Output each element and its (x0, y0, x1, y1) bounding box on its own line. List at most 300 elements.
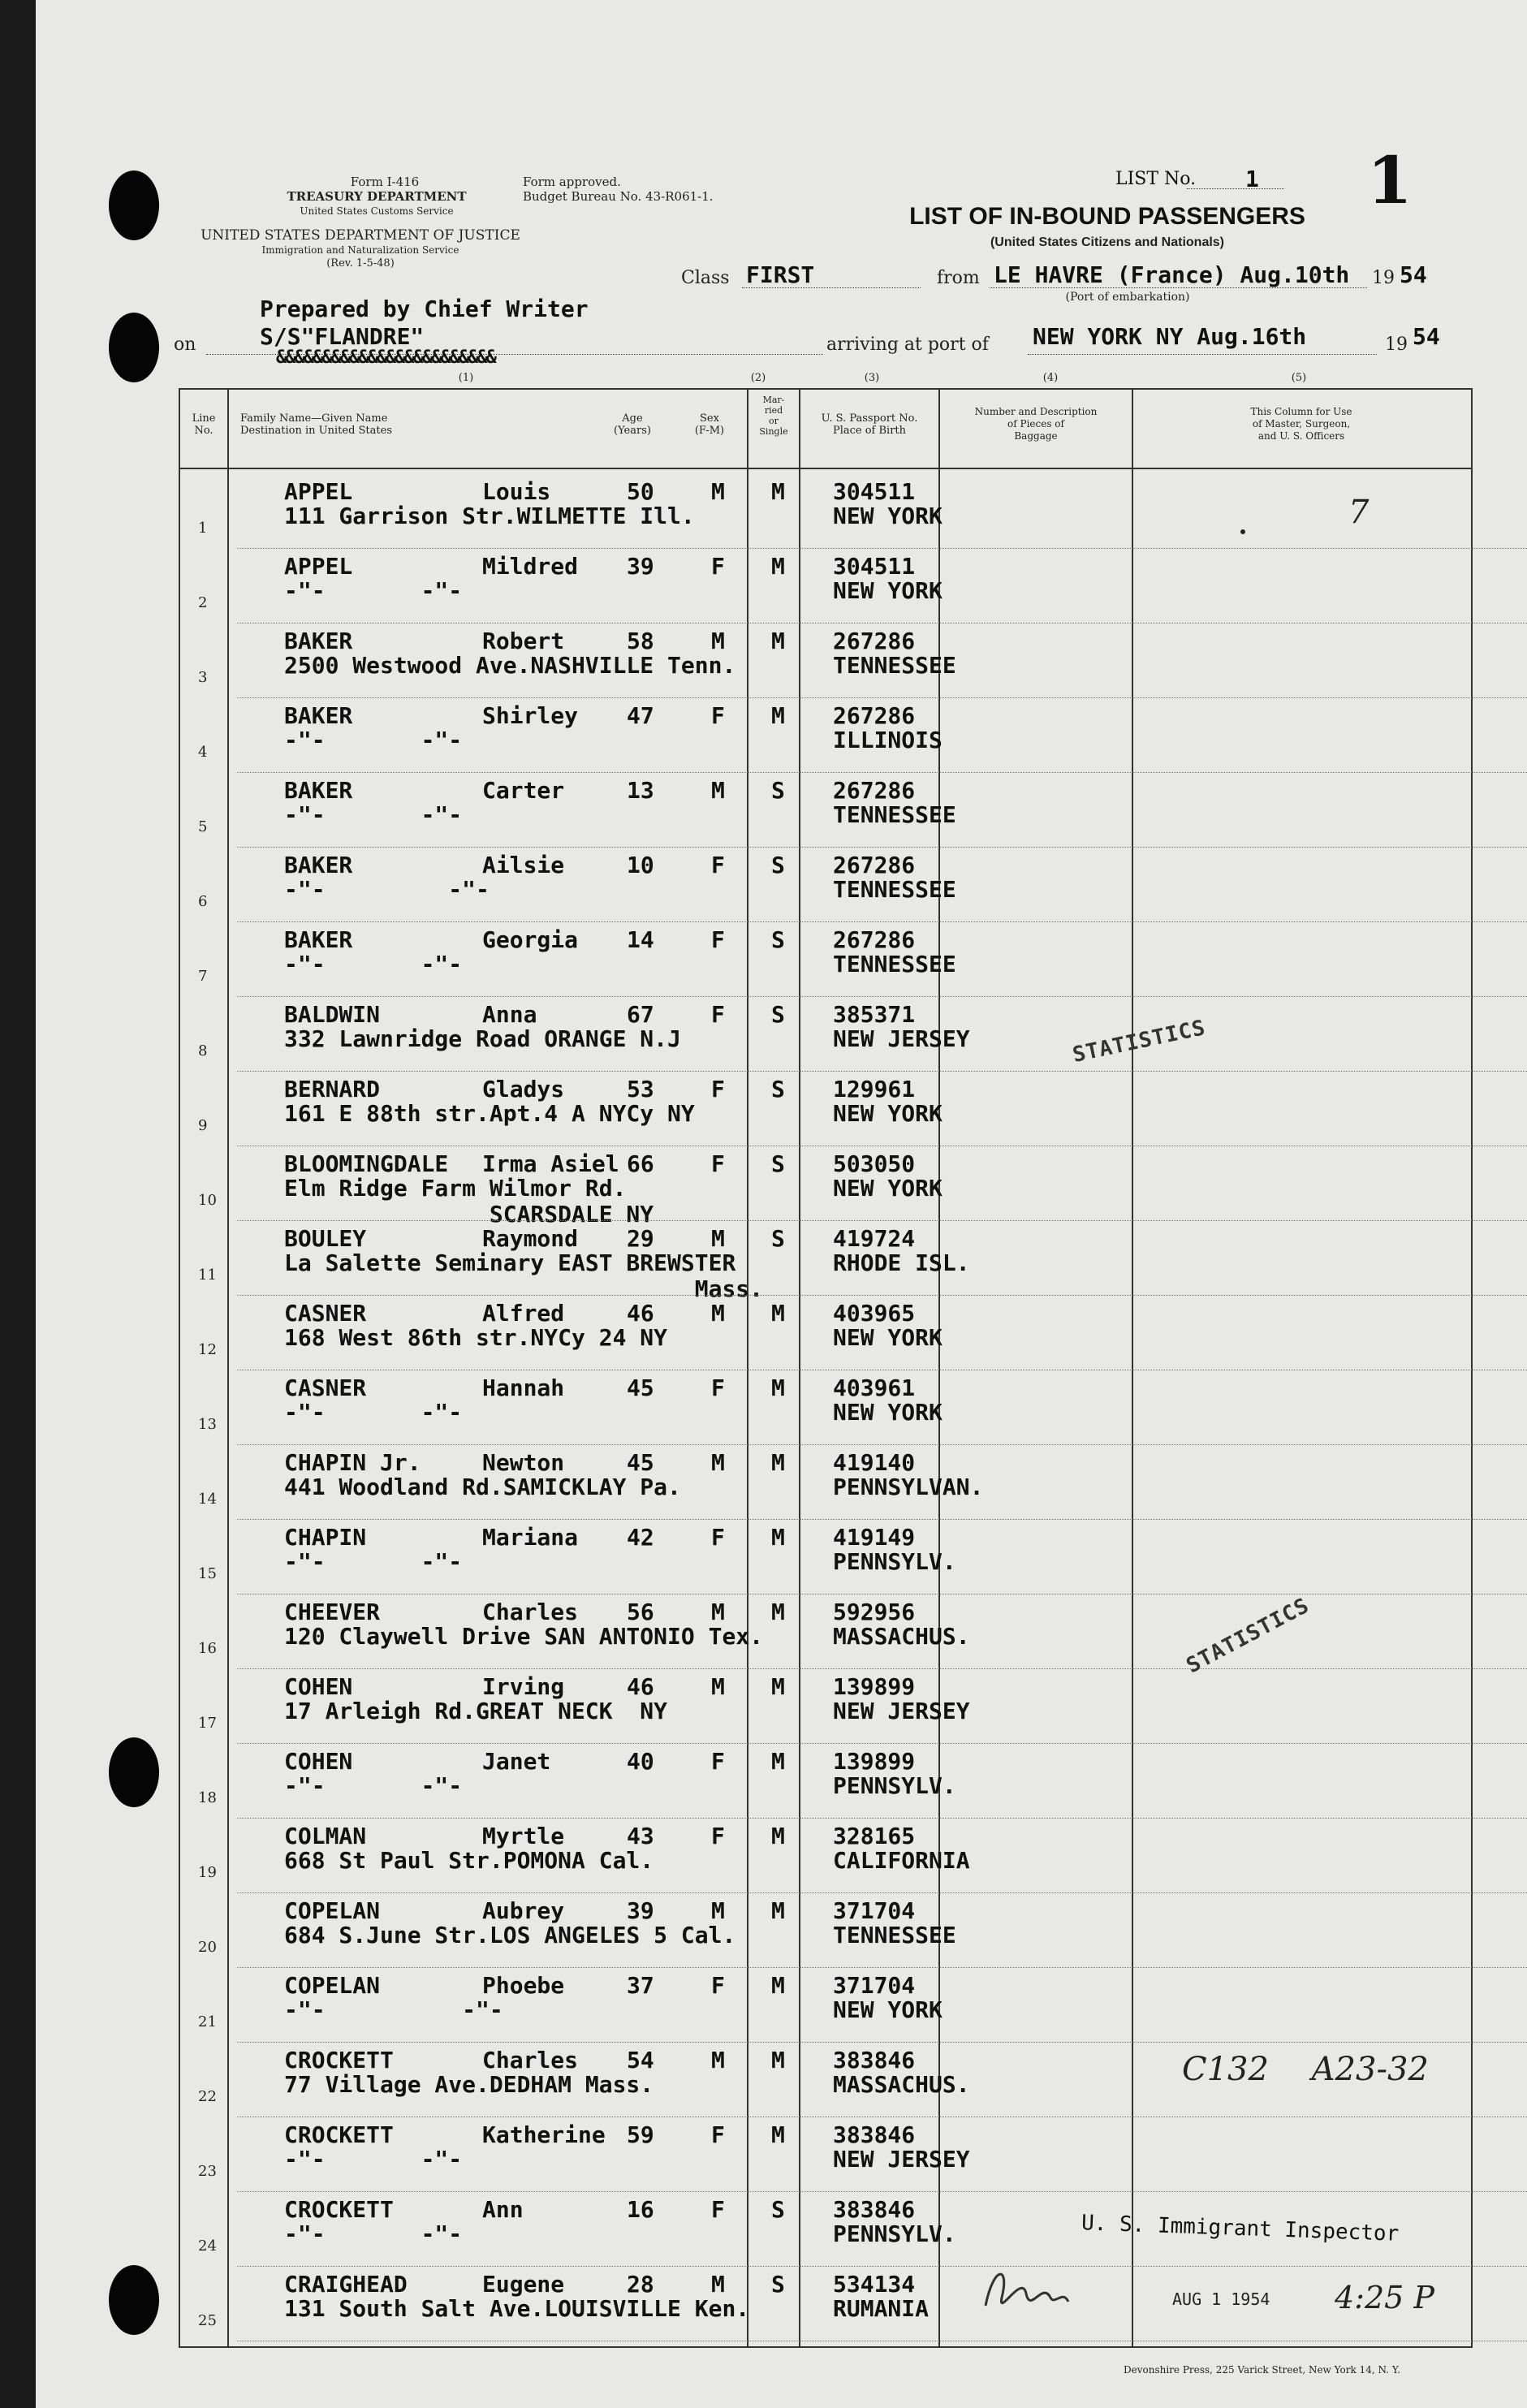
family-name: CASNER (284, 1300, 367, 1327)
family-name: BALDWIN (284, 1001, 381, 1028)
prepared-by-text: Prepared by Chief Writer (260, 296, 589, 322)
sex: F (711, 553, 725, 580)
line-number: 25 (198, 2312, 217, 2329)
destination: -"- -"- (284, 727, 463, 753)
form-approved (523, 175, 734, 189)
age: 66 (627, 1150, 654, 1177)
place-of-birth: TENNESSEE (833, 652, 956, 679)
passport-number: 267286 (833, 852, 916, 878)
header-officers-text: This Column for Use of Master, Surgeon, and U. S. Officers (1250, 406, 1352, 442)
passport-number: 371704 (833, 1972, 916, 1999)
arriving-label (826, 334, 989, 355)
family-name: CHAPIN Jr. (284, 1449, 421, 1476)
arriving-value-text: NEW YORK NY Aug.16th (1033, 323, 1307, 350)
given-name: Myrtle (482, 1823, 565, 1849)
given-name: Ann (482, 2196, 524, 2223)
destination: -"- -"- (284, 1772, 463, 1799)
destination: -"- -"- (284, 577, 463, 604)
place-of-birth: PENNSYLV. (833, 1772, 956, 1799)
arriving-line (1028, 354, 1377, 355)
sex: M (711, 1673, 725, 1700)
given-name: Katherine (482, 2121, 606, 2148)
given-name: Mariana (482, 1524, 579, 1551)
destination: 131 South Salt Ave.LOUISVILLE Ken. (284, 2295, 750, 2322)
ship-strikeout (276, 347, 495, 368)
age: 43 (627, 1823, 654, 1849)
table-row (36, 1669, 1527, 1744)
place-of-birth: RUMANIA (833, 2295, 930, 2322)
place-of-birth: RHODE ISL. (833, 1249, 970, 1276)
family-name: BAKER (284, 702, 353, 729)
line-number: 8 (198, 1042, 208, 1059)
destination: 168 West 86th str.NYCy 24 NY (284, 1324, 668, 1351)
header-married-text: Mar- ried or Single (759, 395, 788, 437)
destination: Elm Ridge Farm Wilmor Rd. SCARSDALE NY (284, 1175, 654, 1228)
table-row (36, 474, 1527, 549)
table-row (36, 1146, 1527, 1228)
age: 59 (627, 2121, 654, 2148)
class-value-text: FIRST (746, 261, 815, 288)
col-number-3-text: (3) (864, 372, 880, 384)
family-name: CROCKETT (284, 2196, 394, 2223)
age: 13 (627, 777, 654, 804)
ins-service (166, 244, 555, 257)
statistics-stamp-2-text: STATISTICS (1182, 1593, 1313, 1679)
list-no-large-mark (1367, 142, 1413, 218)
binder-hole (109, 313, 159, 382)
table-row (36, 624, 1527, 698)
row-mark-text: 7 (1348, 494, 1370, 531)
marital-status: M (771, 2121, 785, 2148)
handwritten-codes-text: C132 A23-32 (1182, 2051, 1429, 2088)
passport-number: 419140 (833, 1449, 916, 1476)
header-married (748, 395, 799, 437)
marital-status: M (771, 1374, 785, 1401)
sex: M (711, 777, 725, 804)
family-name: COPELAN (284, 1972, 381, 1999)
age: 46 (627, 1300, 654, 1327)
passport-number: 328165 (833, 1823, 916, 1849)
marital-status: S (771, 1076, 785, 1103)
passport-number: 267286 (833, 628, 916, 654)
col-number-2 (734, 372, 783, 384)
ship-name (260, 323, 424, 350)
place-of-birth: TENNESSEE (833, 801, 956, 828)
sex: F (711, 1001, 725, 1028)
destination: 668 St Paul Str.POMONA Cal. (284, 1847, 654, 1874)
family-name: CHAPIN (284, 1524, 367, 1551)
age: 42 (627, 1524, 654, 1551)
page-subtitle-text: (United States Citizens and Nationals) (990, 235, 1225, 249)
given-name: Phoebe (482, 1972, 565, 1999)
marital-status: S (771, 2196, 785, 2223)
marital-status: S (771, 926, 785, 953)
inspector-label-text: U. S. Immigrant Inspector (1081, 2211, 1400, 2246)
marital-status: M (771, 1972, 785, 1999)
inspection-time-text: 4:25 P (1335, 2280, 1434, 2315)
printer-footer (1124, 2364, 1400, 2376)
line-number: 15 (198, 1565, 217, 1582)
passport-number: 267286 (833, 926, 916, 953)
sex: M (711, 478, 725, 505)
col-number-5 (1275, 372, 1323, 384)
line-number: 18 (198, 1789, 217, 1806)
given-name: Raymond (482, 1225, 579, 1252)
budget-bureau (523, 190, 766, 204)
marital-status: M (771, 2047, 785, 2074)
marital-status: M (771, 628, 785, 654)
given-name: Shirley (482, 702, 579, 729)
destination: 77 Village Ave.DEDHAM Mass. (284, 2071, 654, 2098)
marital-status: S (771, 1150, 785, 1177)
rev-text: (Rev. 1-5-48) (326, 257, 395, 270)
sex: M (711, 1897, 725, 1924)
family-name: CHEEVER (284, 1599, 381, 1625)
sex: F (711, 1150, 725, 1177)
col-number-1 (442, 372, 490, 384)
given-name: Irma Asiel (482, 1150, 619, 1177)
customs-text: United States Customs Service (300, 205, 454, 217)
col-number-2-text: (2) (750, 372, 766, 384)
age: 29 (627, 1225, 654, 1252)
given-name: Ailsie (482, 852, 565, 878)
statistics-stamp-text: STATISTICS (1070, 1016, 1208, 1068)
given-name: Alfred (482, 1300, 565, 1327)
from-value (994, 261, 1349, 288)
place-of-birth: NEW JERSEY (833, 2146, 970, 2173)
family-name: BAKER (284, 852, 353, 878)
inspector-signature (977, 2257, 1075, 2330)
destination: 17 Arleigh Rd.GREAT NECK NY (284, 1698, 668, 1724)
year-prefix-2 (1385, 334, 1408, 355)
sex: M (711, 628, 725, 654)
header-rule (179, 468, 1471, 469)
destination: -"- -"- (284, 2220, 463, 2247)
header-sex (677, 412, 742, 437)
destination: -"- -"- (284, 1548, 463, 1575)
age: 53 (627, 1076, 654, 1103)
passport-number: 371704 (833, 1897, 916, 1924)
sex: M (711, 2271, 725, 2298)
customs-service (239, 205, 515, 218)
line-number: 16 (198, 1640, 217, 1657)
place-of-birth: NEW JERSEY (833, 1025, 970, 1052)
given-name: Robert (482, 628, 565, 654)
treasury-dept (239, 190, 515, 204)
passport-number: 383846 (833, 2047, 916, 2074)
given-name: Georgia (482, 926, 579, 953)
inspection-time (1335, 2280, 1434, 2315)
passport-number: 534134 (833, 2271, 916, 2298)
age: 47 (627, 702, 654, 729)
list-no-line (1187, 188, 1284, 189)
class-label-text: Class (681, 268, 730, 288)
table-row (36, 1968, 1527, 2043)
passport-number: 403965 (833, 1300, 916, 1327)
line-number: 21 (198, 2013, 217, 2030)
header-baggage-text: Number and Description of Pieces of Baggage (974, 406, 1098, 442)
table-row (36, 997, 1527, 1072)
sex: F (711, 2196, 725, 2223)
family-name: BLOOMINGDALE (284, 1150, 449, 1177)
line-number: 7 (198, 968, 208, 985)
marital-status: M (771, 1748, 785, 1775)
marital-status: M (771, 1897, 785, 1924)
from-label-text: from (937, 268, 980, 288)
sex: F (711, 1823, 725, 1849)
line-number: 11 (198, 1267, 217, 1284)
col-number-4 (1026, 372, 1075, 384)
family-name: COHEN (284, 1748, 353, 1775)
header-baggage (940, 406, 1132, 442)
line-number: 17 (198, 1715, 217, 1732)
rev-date (166, 257, 555, 270)
line-number: 10 (198, 1192, 217, 1209)
header-officers (1133, 406, 1469, 442)
table-row (36, 1744, 1527, 1819)
line-number: 2 (198, 594, 208, 611)
table-row (36, 1221, 1527, 1302)
port-label-text: (Port of embarkation) (1065, 291, 1190, 304)
sex: F (711, 1076, 725, 1103)
destination: -"- -"- (284, 1399, 463, 1426)
bureau-text: Budget Bureau No. 43-R061-1. (523, 189, 714, 204)
place-of-birth: TENNESSEE (833, 876, 956, 903)
age: 54 (627, 2047, 654, 2074)
line-number: 9 (198, 1117, 208, 1134)
place-of-birth: NEW JERSEY (833, 1698, 970, 1724)
passport-number: 383846 (833, 2196, 916, 2223)
given-name: Louis (482, 478, 551, 505)
row-mark (1348, 494, 1369, 531)
table-row (36, 2267, 1527, 2341)
age: 10 (627, 852, 654, 878)
given-name: Aubrey (482, 1897, 565, 1924)
sex: F (711, 1748, 725, 1775)
family-name: CRAIGHEAD (284, 2271, 408, 2298)
age: 46 (627, 1673, 654, 1700)
marital-status: M (771, 1449, 785, 1476)
age: 45 (627, 1449, 654, 1476)
marital-status: S (771, 777, 785, 804)
year-prefix-1-text: 19 (1372, 268, 1395, 288)
page-subtitle (864, 235, 1351, 250)
destination: 120 Claywell Drive SAN ANTONIO Tex. (284, 1623, 764, 1650)
age: 67 (627, 1001, 654, 1028)
place-of-birth: TENNESSEE (833, 951, 956, 977)
place-of-birth: NEW YORK (833, 503, 943, 529)
age: 39 (627, 553, 654, 580)
sex: F (711, 1374, 725, 1401)
table-row (36, 1819, 1527, 1893)
passport-number: 267286 (833, 777, 916, 804)
marital-status: M (771, 1673, 785, 1700)
line-number: 20 (198, 1939, 217, 1956)
ship-name-text: S/S"FLANDRE" (260, 323, 425, 350)
passport-number: 267286 (833, 702, 916, 729)
given-name: Eugene (482, 2271, 565, 2298)
page-title-text: LIST OF IN-BOUND PASSENGERS (909, 203, 1305, 230)
passport-number: 592956 (833, 1599, 916, 1625)
from-value-text: LE HAVRE (France) Aug.10th (994, 261, 1350, 288)
col-number-3 (848, 372, 896, 384)
line-number: 23 (198, 2163, 217, 2180)
destination: -"- -"- (284, 1996, 503, 2023)
passport-number: 304511 (833, 553, 916, 580)
sex: F (711, 1524, 725, 1551)
given-name: Charles (482, 1599, 579, 1625)
list-no-value-text: 1 (1245, 166, 1259, 192)
table-row (36, 1072, 1527, 1146)
marital-status: M (771, 1823, 785, 1849)
table-row (36, 1370, 1527, 1445)
family-name: APPEL (284, 553, 353, 580)
family-name: CROCKETT (284, 2047, 394, 2074)
place-of-birth: PENNSYLV. (833, 1548, 956, 1575)
marital-status: M (771, 702, 785, 729)
table-row (36, 1520, 1527, 1595)
table-row (36, 549, 1527, 624)
line-number: 22 (198, 2088, 217, 2105)
passport-number: 419724 (833, 1225, 916, 1252)
header-name (240, 412, 549, 437)
line-number: 13 (198, 1416, 217, 1433)
place-of-birth: NEW YORK (833, 1399, 943, 1426)
form-number-text: Form I-416 (350, 175, 420, 189)
passport-number: 383846 (833, 2121, 916, 2148)
passport-number: 503050 (833, 1150, 916, 1177)
age: 58 (627, 628, 654, 654)
destination: 441 Woodland Rd.SAMICKLAY Pa. (284, 1474, 681, 1500)
given-name: Irving (482, 1673, 565, 1700)
line-number: 5 (198, 818, 208, 835)
line-number: 6 (198, 893, 208, 910)
line-number: 3 (198, 669, 208, 686)
family-name: BAKER (284, 926, 353, 953)
header-sex-text: Sex (F-M) (694, 412, 725, 437)
ins-text: Immigration and Naturalization Service (261, 244, 459, 256)
page-title (864, 203, 1351, 231)
family-name: BAKER (284, 628, 353, 654)
table-row (36, 1445, 1527, 1520)
class-label (681, 268, 730, 288)
age: 37 (627, 1972, 654, 1999)
form-number (279, 175, 490, 189)
sex: F (711, 1972, 725, 1999)
sex: M (711, 1599, 725, 1625)
year-prefix-1 (1372, 268, 1395, 288)
given-name: Hannah (482, 1374, 565, 1401)
header-passport (800, 412, 938, 437)
table-row (36, 1296, 1527, 1370)
destination: 2500 Westwood Ave.NASHVILLE Tenn. (284, 652, 736, 679)
family-name: BERNARD (284, 1076, 381, 1103)
year-2 (1413, 323, 1440, 350)
given-name: Charles (482, 2047, 579, 2074)
passport-number: 139899 (833, 1748, 916, 1775)
destination: 161 E 88th str.Apt.4 A NYCy NY (284, 1100, 695, 1127)
age: 39 (627, 1897, 654, 1924)
line-number: 19 (198, 1864, 217, 1881)
family-name: BOULEY (284, 1225, 367, 1252)
given-name: Mildred (482, 553, 579, 580)
treasury-text: TREASURY DEPARTMENT (287, 189, 467, 204)
header-line-no-text: Line No. (192, 412, 216, 437)
table-row (36, 1893, 1527, 1968)
arriving-value (1033, 323, 1306, 350)
line-number: 12 (198, 1341, 217, 1358)
place-of-birth: NEW YORK (833, 577, 943, 604)
destination: -"- -"- (284, 951, 463, 977)
passport-number: 419149 (833, 1524, 916, 1551)
marital-status: S (771, 2271, 785, 2298)
family-name: APPEL (284, 478, 353, 505)
given-name: Janet (482, 1748, 551, 1775)
marital-status: M (771, 1524, 785, 1551)
inspection-date-stamp (1172, 2289, 1270, 2309)
given-name: Gladys (482, 1076, 565, 1103)
port-of-embarkation-label (1006, 291, 1249, 304)
destination: -"- -"- (284, 2146, 463, 2173)
sex: M (711, 1449, 725, 1476)
sex: M (711, 2047, 725, 2074)
destination: -"- -"- (284, 801, 463, 828)
place-of-birth: MASSACHUS. (833, 2071, 970, 2098)
justice-text: UNITED STATES DEPARTMENT OF JUSTICE (201, 227, 520, 244)
place-of-birth: PENNSYLVAN. (833, 1474, 984, 1500)
header-passport-text: U. S. Passport No. Place of Birth (821, 412, 918, 437)
passport-number: 139899 (833, 1673, 916, 1700)
destination: 332 Lawnridge Road ORANGE N.J (284, 1025, 681, 1052)
destination: -"- -"- (284, 876, 490, 903)
given-name: Newton (482, 1449, 565, 1476)
age: 40 (627, 1748, 654, 1775)
sex: M (711, 1300, 725, 1327)
list-no-large-text: 1 (1367, 142, 1413, 218)
header-age (596, 412, 669, 437)
col-number-4-text: (4) (1042, 372, 1059, 384)
list-no-label-text: LIST No. (1115, 169, 1197, 189)
line-number: 1 (198, 520, 208, 537)
place-of-birth: NEW YORK (833, 1996, 943, 2023)
list-no-label (1115, 169, 1196, 189)
from-label (937, 268, 980, 288)
place-of-birth: NEW YORK (833, 1324, 943, 1351)
age: 45 (627, 1374, 654, 1401)
binder-hole (109, 170, 159, 240)
sex: F (711, 926, 725, 953)
age: 16 (627, 2196, 654, 2223)
year-prefix-2-text: 19 (1385, 334, 1408, 355)
marital-status: M (771, 1599, 785, 1625)
marital-status: M (771, 478, 785, 505)
inspection-date-text: AUG 1 1954 (1172, 2289, 1270, 2309)
destination: La Salette Seminary EAST BREWSTER Mass. (284, 1249, 764, 1302)
family-name: BAKER (284, 777, 353, 804)
table-row (36, 2117, 1527, 2192)
line-number: 4 (198, 744, 208, 761)
ink-dot (1240, 529, 1245, 534)
table-row (36, 773, 1527, 848)
header-age-text: Age (Years) (614, 412, 651, 437)
class-value (746, 261, 814, 288)
year-1-text: 54 (1400, 261, 1427, 288)
family-name: COPELAN (284, 1897, 381, 1924)
ship-strikeout-text: &&&&&&&&&&&&&&&&&&&&&&&& (276, 347, 495, 368)
place-of-birth: NEW YORK (833, 1100, 943, 1127)
col-number-1-text: (1) (458, 372, 474, 384)
year-1 (1400, 261, 1427, 288)
